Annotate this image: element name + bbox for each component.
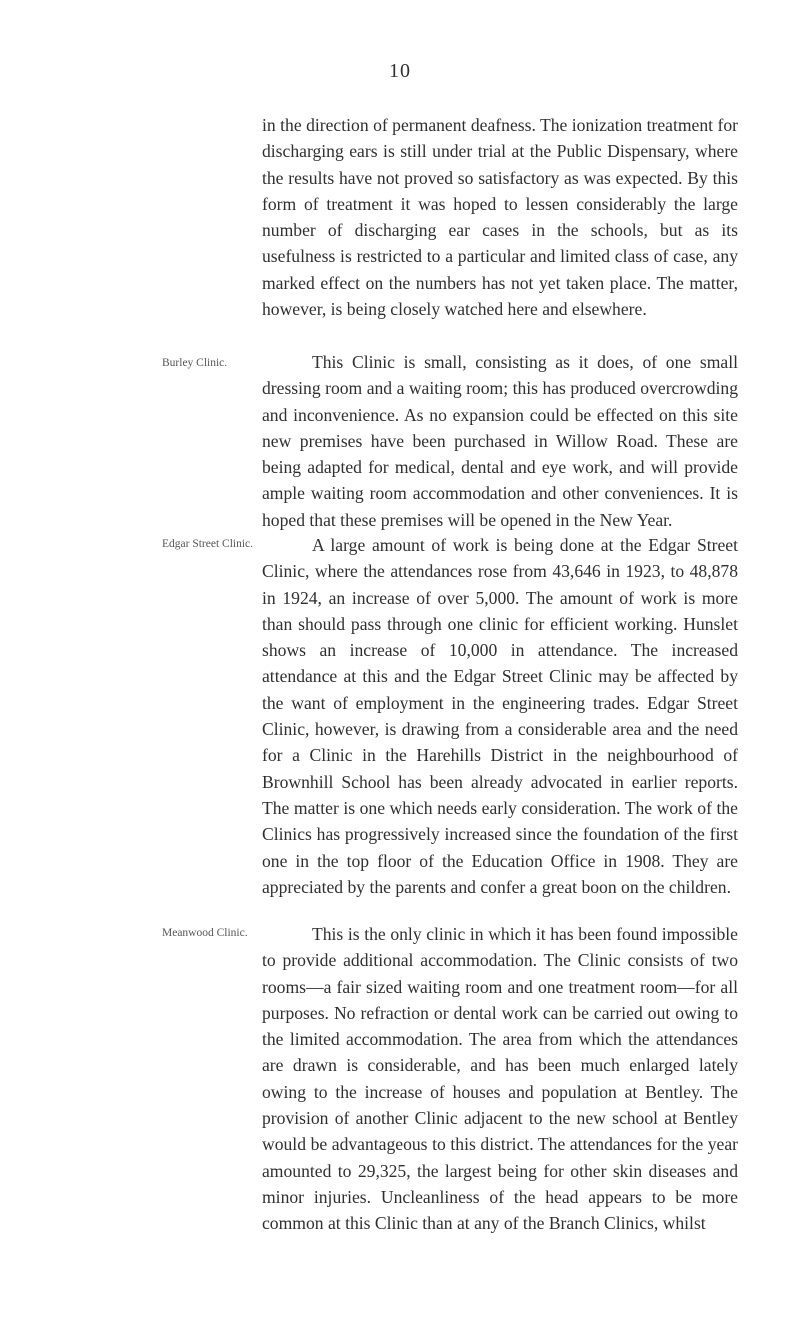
paragraph-burley-clinic [262,349,738,533]
paragraph-edgar-street-clinic [262,532,738,900]
paragraph-meanwood-clinic [262,921,738,1237]
paragraph-deafness-treatment [262,112,738,322]
margin-note-meanwood-clinic: Meanwood Clinic. [162,927,248,939]
page-number: 10 [389,60,411,82]
margin-note-burley-clinic: Burley Clinic. [162,357,228,369]
paragraph-text: This is the only clinic in which it has been found impossible to provide additional accommodation. The Clinic consists of two rooms—a fair sized waiting room and one treatment room—for all purposes. No refraction or dental work can be carried out owing to the limited accommodation. The area from which the attendances are drawn is considerable, and has been much enlarged lately owing to the increase of houses and population at Bentley. The provision of another Clinic adjacent to the new school at Bentley would be advantageous to this district. The attendances for the year amounted to 29,325, the largest being for other skin diseases and minor injuries. Uncleanliness of the head appears to be more common at this Clinic than at any of the Branch Clinics, whilst [262,924,738,1234]
paragraph-text: A large amount of work is being done at the Edgar Street Clinic, where the attendances rose from 43,646 in 1923, to 48,878 in 1924, an increase of over 5,000. The amount of work is more than should pass through one clinic for efficient working. Hunslet shows an increase of 10,000 in attendance. The increased attendance at this and the Edgar Street Clinic may be affected by the want of employment in the engineering trades. Edgar Street Clinic, however, is drawing from a considerable area and the need for a Clinic in the Harehills District in the neighbourhood of Brownhill School has been already advocated in earlier reports. The matter is one which needs early consideration. The work of the Clinics has progressively increased since the foundation of the first one in the top floor of the Education Office in 1908. They are appreciated by the parents and confer a great boon on the children. [262,535,738,897]
paragraph-text: in the direction of permanent deafness. The ionization treatment for discharging ears is still under trial at the Public Dispensary, where the results have not proved so satisfactory as was expected. By this form of treatment it was hoped to lessen considerably the large number of discharging ear cases in the schools, but as its usefulness is restricted to a particular and limited class of case, any marked effect on the numbers has not yet taken place. The matter, however, is being closely watched here and elsewhere. [262,115,738,320]
paragraph-text: This Clinic is small, consisting as it does, of one small dressing room and a waiting room; this has produced overcrowding and inconvenience. As no expansion could be effected on this site new premises have been purchased in Willow Road. These are being adapted for medical, dental and eye work, and will provide ample waiting room accommodation and other conveniences. It is hoped that these premises will be opened in the New Year. [262,352,738,530]
margin-note-edgar-street-clinic: Edgar Street Clinic. [162,538,254,550]
